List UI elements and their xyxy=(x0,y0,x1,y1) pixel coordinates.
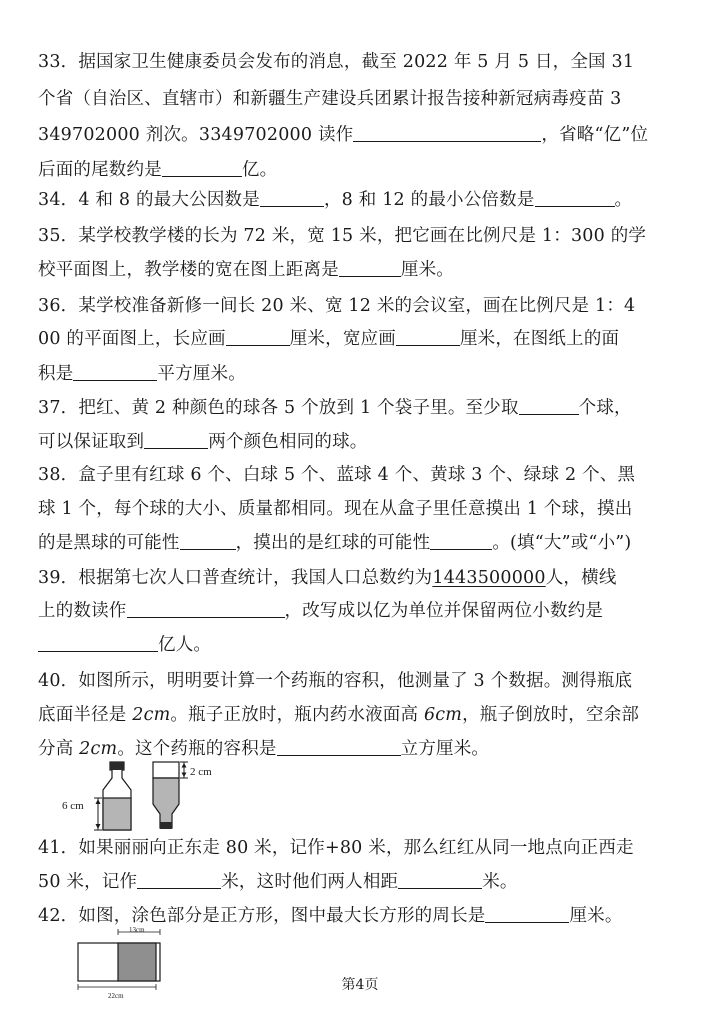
q36-text-3a: 积是 xyxy=(38,364,74,384)
q38-line3 xyxy=(38,531,631,555)
q40-bottle-figure xyxy=(60,758,230,838)
q40-line1 xyxy=(38,669,632,693)
q40-math-height: 6cm xyxy=(423,705,463,725)
q34-text-b: ，8 和 12 的最小公倍数是 xyxy=(323,190,535,210)
q39-answer-blank-reading[interactable] xyxy=(127,599,285,618)
q35-text-1: 35．某学校教学楼的长为 72 米，宽 15 米，把它画在比例尺是 1：300 的学 xyxy=(38,226,647,246)
q38-answer-blank-black[interactable] xyxy=(180,531,236,550)
q33-line2 xyxy=(38,87,622,111)
q40-label-2cm: 2 cm xyxy=(190,766,212,778)
q33-line4 xyxy=(38,158,277,182)
q37-answer-blank-guarantee[interactable] xyxy=(144,430,208,449)
q36-answer-blank-length[interactable] xyxy=(226,327,290,346)
q40-text-3b: 。这个药瓶的容积是 xyxy=(117,739,277,759)
q35-answer-blank[interactable] xyxy=(339,258,401,277)
q40-text-2c: ，瓶子倒放时，空余部 xyxy=(462,705,640,725)
q40-text-3c: 立方厘米。 xyxy=(400,739,490,759)
q33-text-4a: 后面的尾数约是 xyxy=(38,160,162,180)
q36-text-3b: 平方厘米。 xyxy=(157,364,246,384)
q39-text-1a: 39．根据第七次人口普查统计，我国人口总数约为 xyxy=(38,568,433,588)
q35-line2 xyxy=(38,258,454,282)
q35-line1 xyxy=(38,224,646,248)
q34-text-a: 34．4 和 8 的最大公因数是 xyxy=(38,190,260,210)
q40-math-empty: 2cm xyxy=(79,739,118,759)
q37-answer-blank-count[interactable] xyxy=(519,396,579,415)
q34-answer-blank-lcm[interactable] xyxy=(535,188,615,207)
q41-line1 xyxy=(38,836,634,860)
q37-text-2a: 可以保证取到 xyxy=(38,432,145,452)
q36-line1 xyxy=(38,294,635,318)
q33-answer-blank-reading[interactable] xyxy=(353,123,541,142)
q42-label-22cm: 22cm xyxy=(108,992,124,1000)
q39-text-1b: 人，横线 xyxy=(545,568,617,588)
q33-line3 xyxy=(38,123,648,147)
q36-text-2a: 00 的平面图上，长应画 xyxy=(38,329,226,349)
q40-line2 xyxy=(38,703,639,727)
q37-text-1b: 个球， xyxy=(578,398,632,418)
q35-text-2a: 校平面图上，教学楼的宽在图上距离是 xyxy=(38,260,339,280)
q41-answer-blank-distance[interactable] xyxy=(398,870,482,889)
q40-text-2b: 。瓶子正放时，瓶内药水液面高 xyxy=(170,705,424,725)
q33-text-3b: ，省略“亿”位 xyxy=(541,125,649,145)
q39-line1 xyxy=(38,566,617,590)
q33-text-1: 33．据国家卫生健康委员会发布的消息，截至 2022 年 5 月 5 日，全国 31 xyxy=(38,52,635,72)
q39-text-2b: ，改写成以亿为单位并保留两位小数约是 xyxy=(284,601,604,621)
q33-text-3a: 349702000 剂次。3349702000 读作 xyxy=(38,125,354,145)
inverted-bottle-drawing xyxy=(153,762,179,829)
q39-underlined-number: 1443500000 xyxy=(432,568,546,588)
q37-text-1a: 37．把红、黄 2 种颜色的球各 5 个放到 1 个袋子里。至少取 xyxy=(38,398,519,418)
q42-answer-blank-perimeter[interactable] xyxy=(485,904,569,923)
q41-text-2b: 米，这时他们两人相距 xyxy=(221,872,399,892)
q41-text-2a: 50 米，记作 xyxy=(38,872,138,892)
q34-text-c: 。 xyxy=(614,190,633,210)
q33-text-4b: 亿。 xyxy=(241,160,278,180)
q36-text-2b: 厘米，宽应画 xyxy=(289,329,396,349)
q38-line2 xyxy=(38,497,632,521)
q36-line3 xyxy=(38,362,246,386)
q36-answer-blank-area[interactable] xyxy=(73,362,157,381)
q38-text-1: 38．盒子里有红球 6 个、白球 5 个、蓝球 4 个、黄球 3 个、绿球 2 个、黑 xyxy=(38,465,636,485)
q38-text-3a: 的是黑球的可能性 xyxy=(38,533,180,553)
q40-answer-blank-volume[interactable] xyxy=(277,737,401,756)
q38-text-2: 球 1 个，每个球的大小、质量都相同。现在从盒子里任意摸出 1 个球，摸出 xyxy=(38,499,633,519)
q35-text-2b: 厘米。 xyxy=(400,260,455,280)
q36-text-2c: 厘米，在图纸上的面 xyxy=(459,329,620,349)
q40-label-6cm: 6 cm xyxy=(62,800,84,812)
q41-answer-blank-record[interactable] xyxy=(137,870,221,889)
q42-text-1a: 42．如图，涂色部分是正方形，图中最大长方形的周长是 xyxy=(38,906,486,926)
q34-answer-blank-gcd[interactable] xyxy=(260,188,324,207)
q39-answer-blank-yi[interactable] xyxy=(38,633,158,652)
q39-line3 xyxy=(38,633,211,657)
q40-text-2a: 底面半径是 xyxy=(38,705,133,725)
q36-text-1: 36．某学校准备新修一间长 20 米、宽 12 米的会议室，画在比例尺是 1：4 xyxy=(38,296,636,316)
q41-line2 xyxy=(38,870,518,894)
q38-line1 xyxy=(38,463,635,487)
page-number: 第4页 xyxy=(341,977,379,993)
q40-math-radius: 2cm xyxy=(132,705,171,725)
q38-answer-blank-red[interactable] xyxy=(430,531,492,550)
q39-text-3: 亿人。 xyxy=(158,635,212,655)
upright-bottle-drawing xyxy=(103,762,131,830)
q42-text-1b: 厘米。 xyxy=(569,906,623,926)
q38-text-3b: ，摸出的是红球的可能性 xyxy=(235,533,431,553)
q39-text-2a: 上的数读作 xyxy=(38,601,127,621)
q33-text-2: 个省（自治区、直辖市）和新疆生产建设兵团累计报告接种新冠病毒疫苗 3 xyxy=(38,89,622,109)
q37-line1 xyxy=(38,396,632,420)
q37-line2 xyxy=(38,430,368,454)
q38-text-3c: 。(填“大”或“小”) xyxy=(492,533,632,553)
q41-text-2c: 米。 xyxy=(482,872,518,892)
q40-text-3a: 分高 xyxy=(38,739,80,759)
q34-line1 xyxy=(38,188,632,212)
q36-answer-blank-width[interactable] xyxy=(396,327,460,346)
q41-text-1: 41．如果丽丽向正东走 80 米，记作+80 米，那么红红从同一地点向正西走 xyxy=(38,838,634,858)
q36-line2 xyxy=(38,327,619,351)
q39-line2 xyxy=(38,599,603,623)
q33-answer-blank-approx[interactable] xyxy=(162,158,242,177)
q33-line1 xyxy=(38,50,634,74)
q42-label-13cm: 13cm xyxy=(129,926,145,934)
q40-text-1: 40．如图所示，明明要计算一个药瓶的容积，他测量了 3 个数据。测得瓶底 xyxy=(38,671,633,691)
q37-text-2b: 两个颜色相同的球。 xyxy=(208,432,368,452)
